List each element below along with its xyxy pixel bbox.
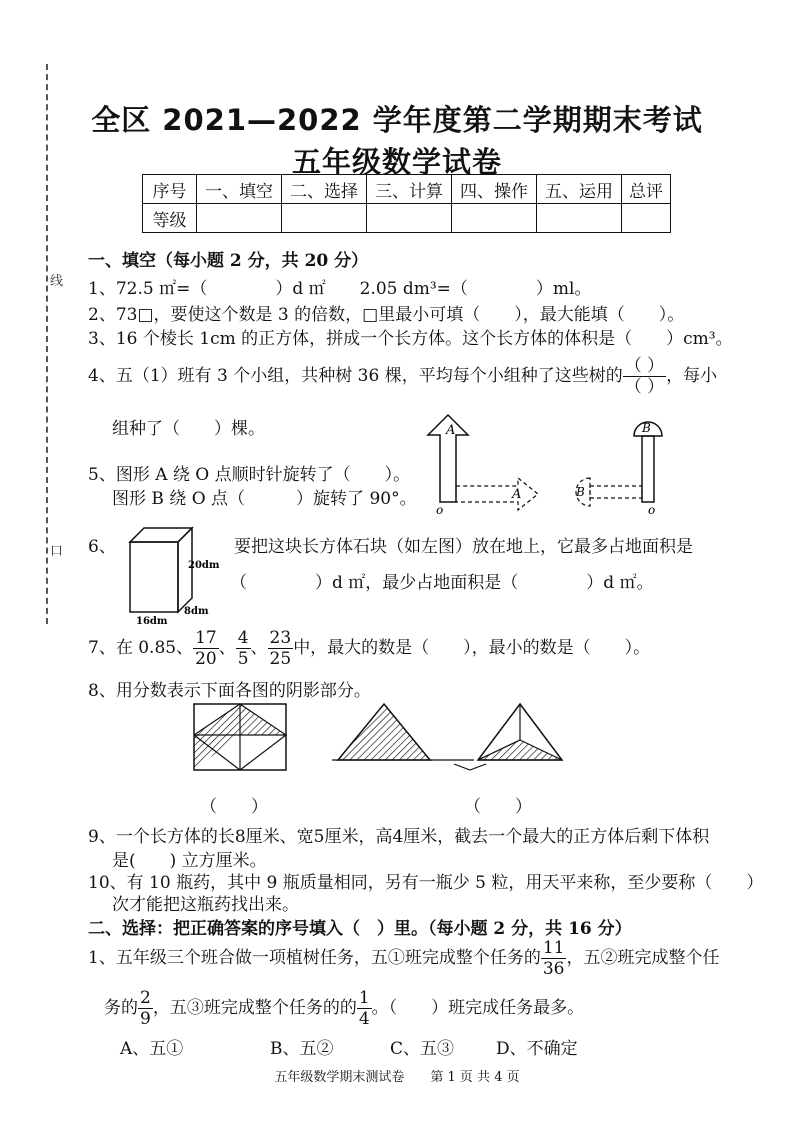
fraction-numerator: 11 bbox=[542, 938, 565, 958]
option-b[interactable]: B、五② bbox=[270, 1039, 334, 1059]
question-1-7-pre: 7、在 0.85、 bbox=[88, 638, 194, 658]
section-1-heading: 一、填空（每小题 2 分，共 20 分） bbox=[88, 251, 369, 271]
separator: 、 bbox=[218, 638, 236, 658]
score-cell[interactable] bbox=[367, 204, 452, 233]
score-cell[interactable] bbox=[622, 204, 671, 233]
question-1-10a: 10、有 10 瓶药，其中 9 瓶质量相同，另有一瓶少 5 粒，用天平来称，至少要称（ ） bbox=[88, 873, 764, 893]
score-row-label: 等级 bbox=[143, 204, 197, 233]
question-2-1-text-e: 。（ ）班完成任务最多。 bbox=[371, 998, 585, 1018]
question-1-7 bbox=[88, 628, 650, 669]
blank-fraction bbox=[623, 356, 666, 397]
question-2-1-cont bbox=[104, 988, 584, 1029]
fraction-denominator: （ ） bbox=[624, 377, 665, 397]
fraction bbox=[236, 628, 251, 669]
question-1-5a: 5、图形 A 绕 O 点顺时针旋转了（ ）。 bbox=[88, 465, 411, 485]
label-b: B bbox=[642, 421, 651, 435]
score-header-cell: 三、计算 bbox=[367, 175, 452, 204]
question-1-9a: 9、一个长方体的长8厘米、宽5厘米，高4厘米，截去一个最大的正方体后剩下体积 bbox=[88, 827, 710, 847]
fraction-denominator: 4 bbox=[358, 1009, 370, 1029]
fraction-numerator: 1 bbox=[358, 988, 370, 1008]
binding-char-1: 线 bbox=[50, 274, 64, 289]
fraction-denominator: 9 bbox=[140, 1009, 151, 1029]
section-2-heading: 二、选择：把正确答案的序号填入（ ）里。（每小题 2 分，共 16 分） bbox=[88, 919, 632, 939]
fraction-denominator: 25 bbox=[269, 649, 292, 669]
shaded-figures bbox=[190, 700, 570, 780]
score-grade-row bbox=[143, 204, 671, 233]
option-d[interactable]: D、不确定 bbox=[496, 1039, 578, 1059]
score-cell[interactable] bbox=[282, 204, 367, 233]
score-header-cell: 总评 bbox=[622, 175, 671, 204]
cuboid-top bbox=[130, 528, 192, 542]
score-header-cell: 五、运用 bbox=[537, 175, 622, 204]
fraction-denominator: 20 bbox=[195, 649, 217, 669]
question-1-4-tail: ，每小 bbox=[666, 366, 718, 386]
score-header-cell: 序号 bbox=[143, 175, 197, 204]
score-table bbox=[142, 174, 671, 233]
rectangle-figure bbox=[194, 704, 286, 770]
cuboid-height-label: 20dm bbox=[188, 560, 220, 571]
binding-char-2: 口 bbox=[50, 544, 64, 559]
figure-a-rotated bbox=[456, 478, 538, 510]
cuboid-depth-label: 8dm bbox=[184, 606, 209, 617]
question-2-1-text-c: 务的 bbox=[104, 998, 138, 1018]
fraction-numerator: 23 bbox=[269, 628, 292, 648]
question-1-4 bbox=[88, 356, 717, 397]
fraction-denominator: 5 bbox=[237, 649, 249, 669]
question-1-4-text: 4、五（1）班有 3 个小组，共种树 36 棵，平均每个小组种了这些树的 bbox=[88, 366, 623, 386]
option-a[interactable]: A、五① bbox=[120, 1039, 184, 1059]
fraction bbox=[138, 988, 153, 1029]
fraction-denominator: 36 bbox=[542, 959, 565, 979]
fraction-numerator: 17 bbox=[195, 628, 217, 648]
question-1-2: 2、73□，要使这个数是 3 的倍数，□里最小可填（ ），最大能填（ ）。 bbox=[88, 305, 685, 325]
page-subtitle: 五年级数学试卷 bbox=[291, 145, 502, 179]
fraction bbox=[357, 988, 372, 1029]
cuboid-front bbox=[130, 542, 178, 612]
label-a-rotated: A bbox=[512, 487, 522, 502]
fraction bbox=[541, 938, 567, 979]
question-2-1-text-a: 1、五年级三个班合做一项植树任务，五①班完成整个任务的 bbox=[88, 948, 541, 968]
question-1-5b: 图形 B 绕 O 点（ ）旋转了 90°。 bbox=[112, 489, 417, 509]
question-1-9b: 是( ) 立方厘米。 bbox=[112, 851, 267, 871]
label-o-2: o bbox=[648, 503, 656, 517]
question-1-8: 8、用分数表示下面各图的阴影部分。 bbox=[88, 681, 371, 701]
rotation-figure bbox=[420, 410, 680, 520]
fraction bbox=[268, 628, 294, 669]
score-header-cell: 二、选择 bbox=[282, 175, 367, 204]
separator: 、 bbox=[250, 638, 268, 658]
score-cell[interactable] bbox=[452, 204, 537, 233]
score-header-cell: 一、填空 bbox=[197, 175, 282, 204]
cuboid-figure bbox=[124, 520, 234, 630]
question-1-10b: 次才能把这瓶药找出来。 bbox=[112, 895, 299, 915]
question-1-6b: （ ）d ㎡，最少占地面积是（ ）d ㎡。 bbox=[230, 573, 654, 593]
triangle-figure-1 bbox=[332, 704, 474, 760]
question-1-3: 3、16 个棱长 1cm 的正方体，拼成一个长方体。这个长方体的体积是（ ）cm³。 bbox=[88, 329, 733, 349]
question-1-8-blank-1[interactable]: （ ） bbox=[200, 797, 268, 817]
question-1-6-number: 6、 bbox=[88, 537, 116, 557]
fraction bbox=[193, 628, 219, 669]
cuboid-width-label: 16dm bbox=[136, 616, 168, 627]
fraction-numerator: 4 bbox=[237, 628, 249, 648]
option-c[interactable]: C、五③ bbox=[390, 1039, 455, 1059]
score-header-cell: 四、操作 bbox=[452, 175, 537, 204]
question-1-6a: 要把这块长方体石块（如左图）放在地上，它最多占地面积是 bbox=[234, 537, 693, 557]
score-cell[interactable] bbox=[197, 204, 282, 233]
figure-b-stem bbox=[642, 436, 654, 502]
question-1-1: 1、72.5 ㎡=（ ）d ㎡ 2.05 dm³=（ ）ml。 bbox=[88, 279, 592, 299]
question-2-1-text-b: ，五②班完成整个任 bbox=[566, 948, 720, 968]
score-cell[interactable] bbox=[537, 204, 622, 233]
question-2-1 bbox=[88, 938, 719, 979]
question-1-4-cont: 组种了（ ）棵。 bbox=[112, 419, 265, 439]
label-b-rotated: B bbox=[576, 485, 585, 499]
fraction-numerator: 2 bbox=[140, 988, 151, 1008]
page-title: 全区 2021—2022 学年度第二学期期末考试 bbox=[91, 103, 703, 137]
page-footer: 五年级数学期末测试卷 第 1 页 共 4 页 bbox=[274, 1070, 520, 1085]
question-2-1-text-d: ，五③班完成整个任务的的 bbox=[152, 998, 357, 1018]
label-o-1: o bbox=[436, 503, 444, 517]
question-1-7-post: 中，最大的数是（ ），最小的数是（ ）。 bbox=[293, 638, 651, 658]
score-header-row bbox=[143, 175, 671, 204]
figure-b-rotated-stem bbox=[590, 486, 642, 498]
fraction-numerator: （ ） bbox=[624, 356, 665, 376]
question-1-8-blank-2[interactable]: （ ） bbox=[464, 797, 532, 817]
label-a: A bbox=[446, 423, 456, 438]
